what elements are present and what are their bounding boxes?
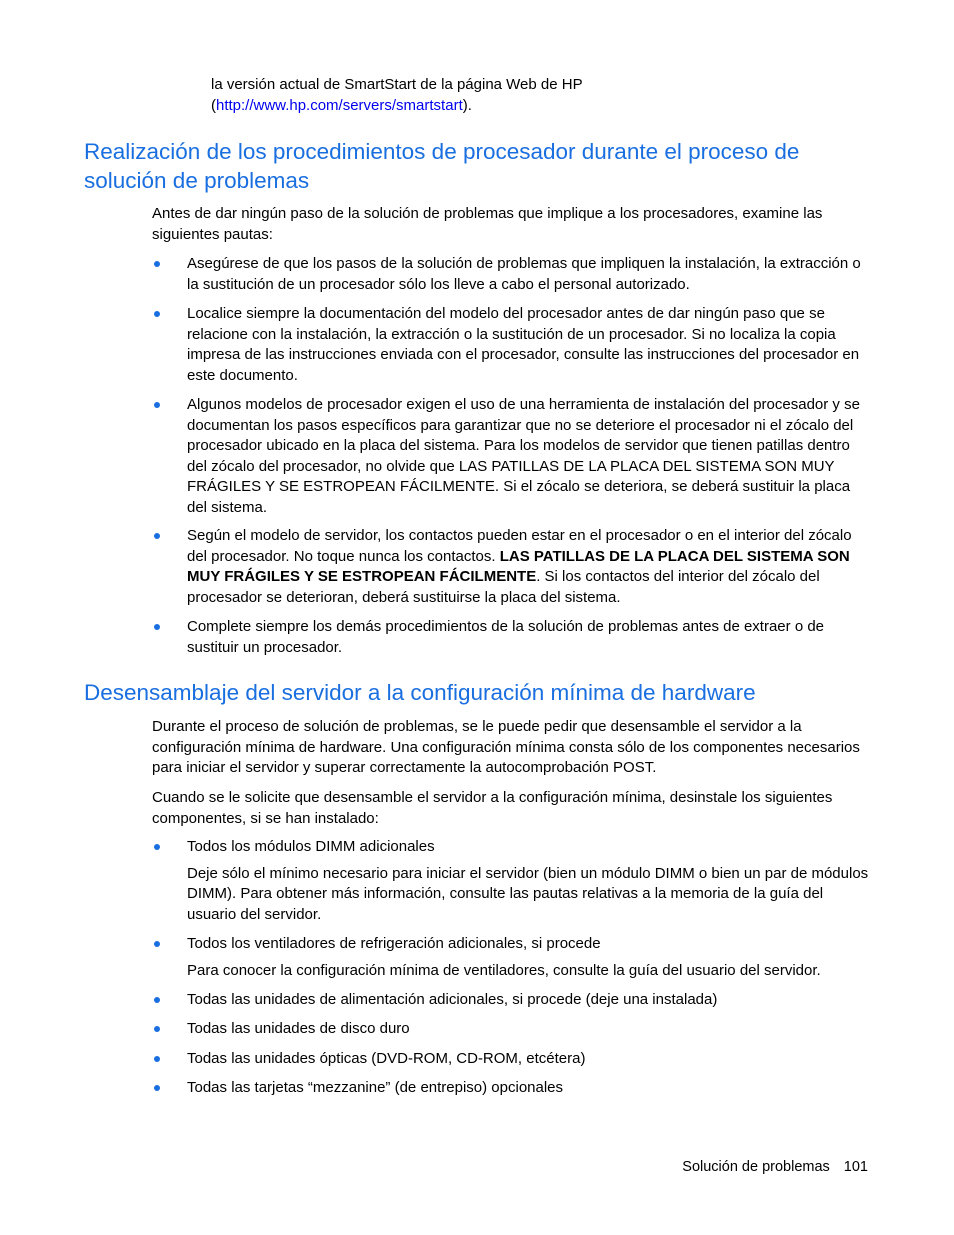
bullet-text: Localice siempre la documentación del modelo del procesador antes de dar ningún paso que se relacione con la instalación, la extracción o la sustitución de un procesador. Si no localiza la copia impresa de las instrucciones enviada con el procesador, consulte las instrucciones del procesador en este documento.: [187, 305, 860, 384]
page-footer: [682, 1159, 868, 1175]
list-item: [152, 395, 872, 519]
bullet-icon: [154, 261, 160, 267]
bullet-text: Todos los ventiladores de refrigeración adicionales, si procede: [187, 935, 601, 952]
bullet-text: Complete siempre los demás procedimientos de la solución de problemas antes de extraer o de sustituir un procesador.: [187, 618, 825, 656]
list-item: [152, 837, 872, 925]
bullet-text-after: . Si los contactos del interior del zócalo del procesador se deterioran, deberá sustituirse la placa del sistema.: [187, 568, 820, 606]
list-item: [152, 254, 872, 295]
open-paren: (: [211, 96, 216, 114]
list-item: [152, 304, 872, 386]
footer-section-label: Solución de problemas: [682, 1159, 830, 1175]
bullet-subtext: Para conocer la configuración mínima de ventiladores, consulte la guía del usuario del servidor.: [187, 961, 821, 979]
intro-line: la versión actual de SmartStart de la página Web de HP: [211, 76, 583, 93]
smartstart-link[interactable]: http://www.hp.com/servers/smartstart: [216, 96, 463, 114]
list-item: [152, 1078, 872, 1099]
section2-paragraph-2: Cuando se le solicite que desensamble el servidor a la configuración mínima, desinstale los siguientes componentes, si se han instalado:: [152, 789, 833, 827]
page-number: 101: [843, 1159, 868, 1175]
list-item: [152, 526, 872, 608]
bullet-icon: [154, 533, 160, 539]
section-heading-minimum-config: Desensamblaje del servidor a la configuración mínima de hardware: [84, 680, 756, 705]
bullet-icon: [154, 997, 160, 1003]
list-item: [152, 617, 872, 658]
bullet-icon: [154, 1085, 160, 1091]
list-item: [152, 934, 872, 981]
bullet-icon: [154, 1026, 160, 1032]
intro-link-line: [211, 96, 851, 117]
bullet-text: Todas las unidades ópticas (DVD-ROM, CD-ROM, etcétera): [187, 1050, 586, 1067]
intro-continuation: [211, 75, 851, 116]
bullet-icon: [154, 844, 160, 850]
close-paren: ).: [462, 96, 472, 114]
bullet-icon: [154, 311, 160, 317]
bullet-text: Todas las unidades de disco duro: [187, 1020, 410, 1037]
list-item: [152, 1049, 872, 1070]
bullet-icon: [154, 402, 160, 408]
bullet-text: Asegúrese de que los pasos de la solución de problemas que impliquen la instalación, la extracción o la sustitución de un procesador sólo los lleve a cabo el personal autorizado.: [187, 255, 861, 293]
bullet-subtext: Deje sólo el mínimo necesario para iniciar el servidor (bien un módulo DIMM o bien un par de módulos DIMM). Para obtener más información, consulte las pautas relativas a la memoria de la guía del usuario del servidor.: [187, 864, 869, 923]
list-item: [152, 1019, 872, 1040]
bullet-text-before: Según el modelo de servidor, los contactos pueden estar en el procesador o en el interior del zócalo del procesador. No toque nunca los contactos.: [187, 527, 852, 565]
bullet-icon: [154, 1056, 160, 1062]
bullet-text: Algunos modelos de procesador exigen el uso de una herramienta de instalación del procesador y se documentan los pasos específicos para garantizar que no se deteriore el procesador ni el zócalo del procesador ubicado en la placa del sistema. Para los modelos de servidor que tienen patillas dentro del zócalo del procesador, no olvide que LAS PATILLAS DE LA PLACA DEL SISTEMA SON MUY FRÁGILES Y SE ESTROPEAN FÁCILMENTE. Si el zócalo se deteriora, se deberá sustituir la placa del sistema.: [187, 396, 860, 516]
list-item: [152, 990, 872, 1011]
bullet-icon: [154, 624, 160, 630]
bullet-text: Todas las tarjetas “mezzanine” (de entrepiso) opcionales: [187, 1079, 564, 1096]
bullet-warning-text: LAS PATILLAS DE LA PLACA DEL SISTEMA SON MUY FRÁGILES Y SE ESTROPEAN FÁCILMENTE: [187, 547, 850, 586]
section1-paragraph: Antes de dar ningún paso de la solución de problemas que implique a los procesadores, examine las siguientes pautas:: [152, 205, 823, 243]
bullet-icon: [154, 941, 160, 947]
section2-paragraph-1: Durante el proceso de solución de problemas, se le puede pedir que desensamble el servidor a la configuración mínima de hardware. Una configuración mínima consta sólo de los componentes necesarios para iniciar el servidor y superar correctamente la autocomprobación POST.: [152, 718, 860, 777]
section-heading-processor: Realización de los procedimientos de procesador durante el proceso de solución de problemas: [84, 139, 800, 193]
bullet-text: Todos los módulos DIMM adicionales: [187, 838, 435, 855]
bullet-text: Todas las unidades de alimentación adicionales, si procede (deje una instalada): [187, 991, 718, 1008]
